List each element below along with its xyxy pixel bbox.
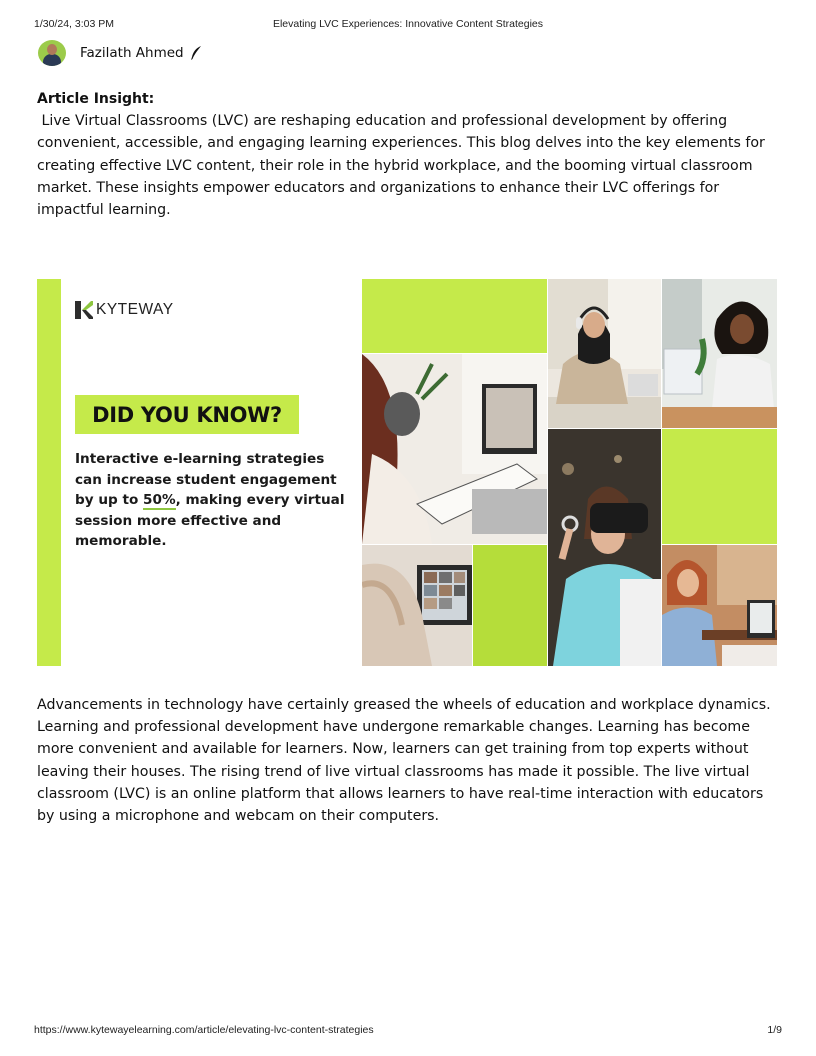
author-avatar <box>38 40 66 66</box>
article-body <box>37 694 782 827</box>
print-page-title: Elevating LVC Experiences: Innovative Content Strategies <box>272 18 544 30</box>
fact-text-end: , making every virtual session more effective and memorable. <box>75 492 345 549</box>
collage-photo-writing-notes <box>362 354 547 544</box>
collage-photo-laptop-woman <box>662 545 777 666</box>
logo-text: KYTEWAY <box>96 301 174 318</box>
collage-photo-smiling-woman <box>662 279 777 428</box>
fact-text <box>75 449 350 552</box>
body-paragraph: Advancements in technology have certainly greased the wheels of education and workplace dynamics. Learning and professional development have undergone remarkable changes. Learning has become more convenient and available for learners. Now, learners can get training from top experts without leaving their houses. The rising trend of live virtual classrooms has made it possible. The live virtual classroom (LVC) is an online platform that allows learners to have real-time interaction with educators by using a microphone and webcam on their computers. <box>37 697 771 825</box>
collage-green-tile-3 <box>473 545 547 666</box>
fact-highlight: 50% <box>143 492 176 508</box>
collage-photo-headset-woman <box>548 279 661 428</box>
kyteway-logo-icon <box>75 301 93 319</box>
quill-icon <box>189 45 203 61</box>
article-insight <box>37 88 782 221</box>
print-footer <box>34 1024 782 1038</box>
page-number: 1/9 <box>767 1024 782 1036</box>
did-you-know-headline: DID YOU KNOW? <box>75 395 299 434</box>
fact-text-start: Interactive e-learning strategies can increase student engagement by up to <box>75 451 337 508</box>
collage-photo-video-call <box>362 545 472 666</box>
insight-text: Live Virtual Classrooms (LVC) are reshaping education and professional development by offering convenient, accessible, and engaging learning experiences. This blog delves into the key elements for creating effective LVC content, their role in the hybrid workplace, and the booming virtual classroom market. These insights empower educators and organizations to enhance their LVC offerings for impactful learning. <box>37 113 770 219</box>
banner-accent-bar <box>37 279 61 666</box>
print-url[interactable]: https://www.kytewayelearning.com/article/elevating-lvc-content-strategies <box>34 1024 374 1036</box>
print-header <box>34 18 782 32</box>
author-byline <box>38 40 203 66</box>
insight-heading: Article Insight: <box>37 91 155 107</box>
collage-green-tile-2 <box>662 429 777 544</box>
author-name[interactable]: Fazilath Ahmed <box>80 45 184 61</box>
collage-green-tile <box>362 279 547 353</box>
kyteway-logo <box>75 301 174 319</box>
collage-photo-vr-headset <box>548 429 661 666</box>
did-you-know-banner <box>37 279 777 666</box>
print-datetime: 1/30/24, 3:03 PM <box>34 18 114 30</box>
